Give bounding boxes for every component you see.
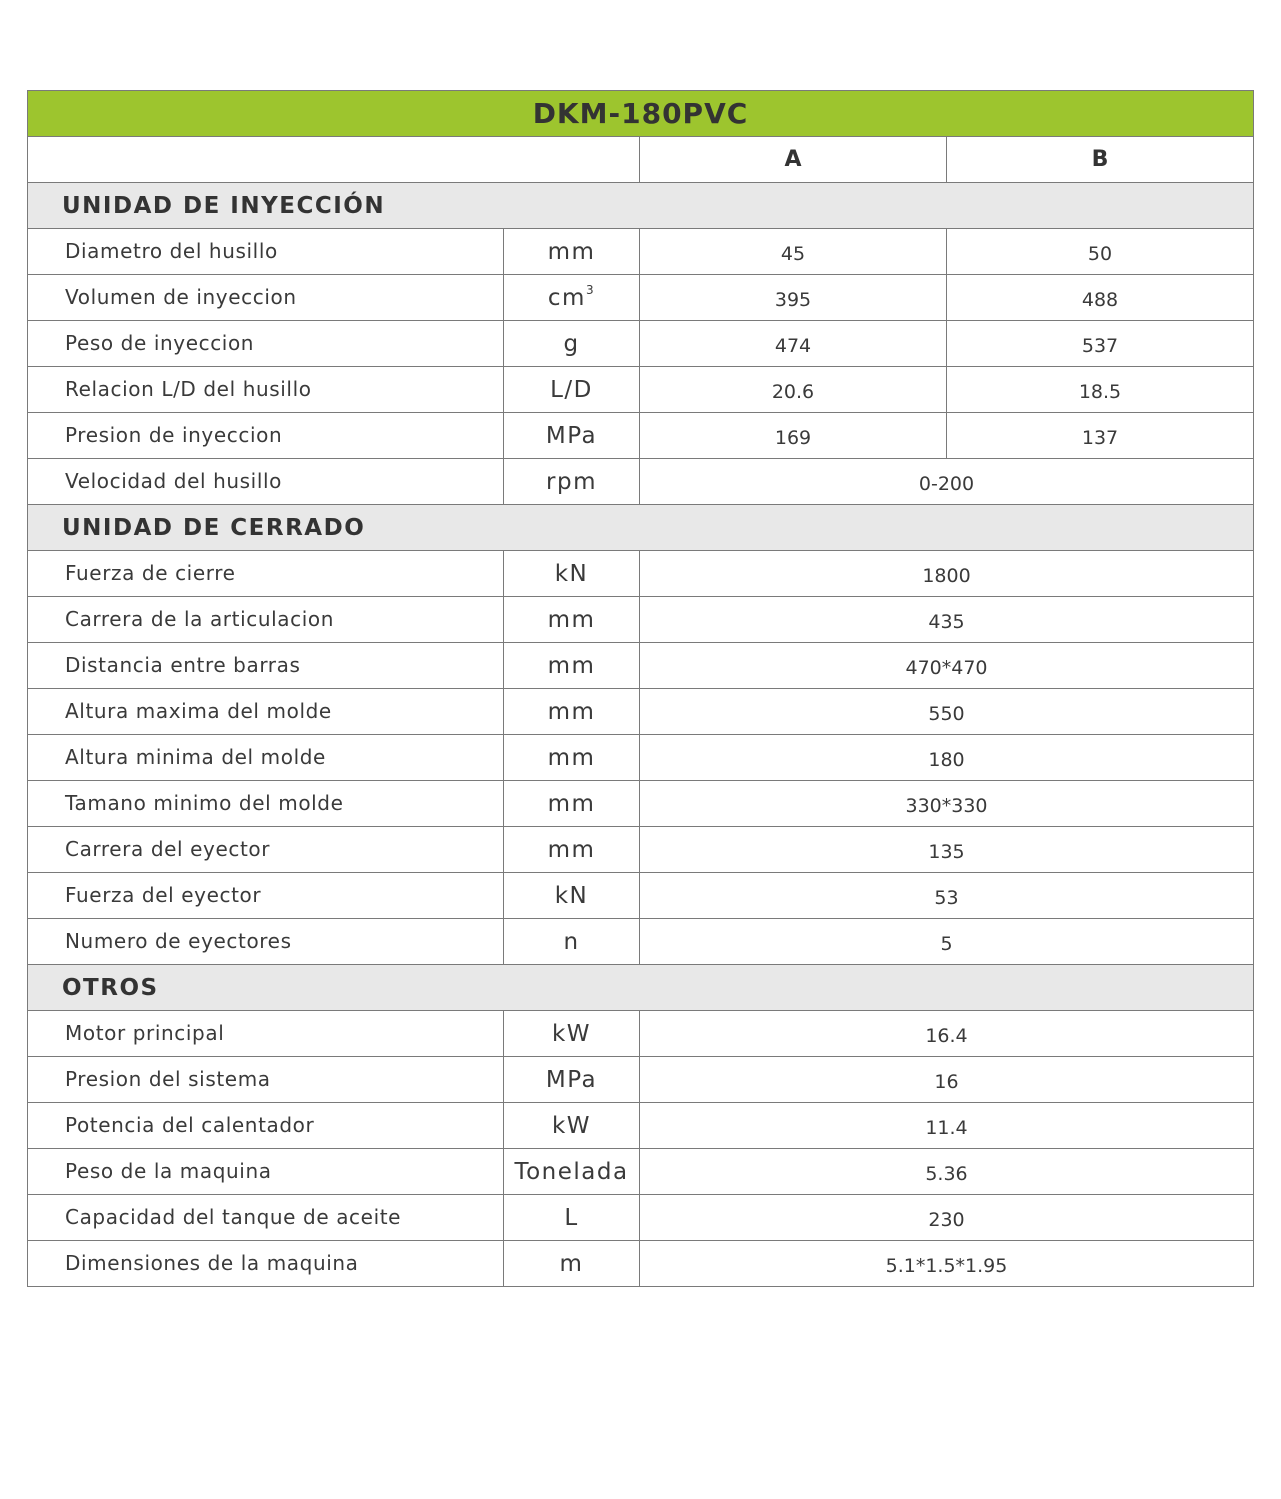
row-label: Peso de inyeccion xyxy=(28,321,504,367)
value-merged: 1800 xyxy=(640,551,1254,597)
value-merged: 5.1*1.5*1.95 xyxy=(640,1241,1254,1287)
value-merged: 180 xyxy=(640,735,1254,781)
table-row xyxy=(28,827,1254,873)
table-row xyxy=(28,275,1254,321)
section-header xyxy=(28,183,1254,229)
table-row xyxy=(28,781,1254,827)
section-title-others: OTROS xyxy=(28,965,1254,1011)
value-merged: 5.36 xyxy=(640,1149,1254,1195)
row-label: Carrera del eyector xyxy=(28,827,504,873)
table-row xyxy=(28,919,1254,965)
row-unit: mm xyxy=(504,781,640,827)
value-merged: 230 xyxy=(640,1195,1254,1241)
row-label: Diametro del husillo xyxy=(28,229,504,275)
column-b-header: B xyxy=(947,137,1254,183)
value-a: 45 xyxy=(640,229,947,275)
table-row xyxy=(28,321,1254,367)
value-a: 395 xyxy=(640,275,947,321)
value-merged: 5 xyxy=(640,919,1254,965)
table-row xyxy=(28,873,1254,919)
value-b: 137 xyxy=(947,413,1254,459)
value-merged: 16.4 xyxy=(640,1011,1254,1057)
model-title: DKM-180PVC xyxy=(28,91,1254,137)
row-label: Motor principal xyxy=(28,1011,504,1057)
row-label: Volumen de inyeccion xyxy=(28,275,504,321)
value-b: 50 xyxy=(947,229,1254,275)
row-label: Presion del sistema xyxy=(28,1057,504,1103)
row-unit: L/D xyxy=(504,367,640,413)
row-unit: mm xyxy=(504,229,640,275)
title-row xyxy=(28,91,1254,137)
row-unit: g xyxy=(504,321,640,367)
row-unit: Tonelada xyxy=(504,1149,640,1195)
table-row xyxy=(28,1241,1254,1287)
row-unit: kN xyxy=(504,873,640,919)
row-label: Numero de eyectores xyxy=(28,919,504,965)
table-row xyxy=(28,459,1254,505)
row-label: Presion de inyeccion xyxy=(28,413,504,459)
section-title-injection: UNIDAD DE INYECCIÓN xyxy=(28,183,1254,229)
table-row xyxy=(28,1011,1254,1057)
row-label: Dimensiones de la maquina xyxy=(28,1241,504,1287)
row-unit: rpm xyxy=(504,459,640,505)
value-b: 18.5 xyxy=(947,367,1254,413)
value-a: 169 xyxy=(640,413,947,459)
column-header-row xyxy=(28,137,1254,183)
row-unit: mm xyxy=(504,643,640,689)
value-merged: 135 xyxy=(640,827,1254,873)
row-unit: kW xyxy=(504,1011,640,1057)
value-a: 474 xyxy=(640,321,947,367)
table-row xyxy=(28,1149,1254,1195)
row-unit: MPa xyxy=(504,1057,640,1103)
row-label: Distancia entre barras xyxy=(28,643,504,689)
row-unit: n xyxy=(504,919,640,965)
value-merged: 53 xyxy=(640,873,1254,919)
row-unit: m xyxy=(504,1241,640,1287)
row-unit: mm xyxy=(504,597,640,643)
row-unit: L xyxy=(504,1195,640,1241)
row-label: Tamano minimo del molde xyxy=(28,781,504,827)
value-b: 488 xyxy=(947,275,1254,321)
table-row xyxy=(28,1057,1254,1103)
table-row xyxy=(28,597,1254,643)
value-a: 20.6 xyxy=(640,367,947,413)
section-header xyxy=(28,505,1254,551)
unit-text: cm xyxy=(547,284,586,311)
table-row xyxy=(28,1103,1254,1149)
value-merged: 550 xyxy=(640,689,1254,735)
row-label: Potencia del calentador xyxy=(28,1103,504,1149)
row-label: Carrera de la articulacion xyxy=(28,597,504,643)
row-unit: mm xyxy=(504,735,640,781)
section-header xyxy=(28,965,1254,1011)
row-unit: mm xyxy=(504,827,640,873)
row-label: Altura maxima del molde xyxy=(28,689,504,735)
table-row xyxy=(28,735,1254,781)
value-merged: 435 xyxy=(640,597,1254,643)
table-row xyxy=(28,1195,1254,1241)
table-row xyxy=(28,229,1254,275)
row-unit xyxy=(504,275,640,321)
section-title-clamping: UNIDAD DE CERRADO xyxy=(28,505,1254,551)
row-label: Peso de la maquina xyxy=(28,1149,504,1195)
row-label: Fuerza del eyector xyxy=(28,873,504,919)
value-merged: 11.4 xyxy=(640,1103,1254,1149)
table-row xyxy=(28,367,1254,413)
row-unit: kN xyxy=(504,551,640,597)
value-merged: 330*330 xyxy=(640,781,1254,827)
table-row xyxy=(28,413,1254,459)
row-label: Relacion L/D del husillo xyxy=(28,367,504,413)
value-merged: 470*470 xyxy=(640,643,1254,689)
value-merged: 0-200 xyxy=(640,459,1254,505)
table-row xyxy=(28,643,1254,689)
row-label: Capacidad del tanque de aceite xyxy=(28,1195,504,1241)
row-unit: kW xyxy=(504,1103,640,1149)
value-merged: 16 xyxy=(640,1057,1254,1103)
header-blank xyxy=(28,137,640,183)
spec-table xyxy=(27,90,1254,1287)
table-row xyxy=(28,551,1254,597)
row-label: Altura minima del molde xyxy=(28,735,504,781)
unit-superscript: 3 xyxy=(585,282,596,297)
column-a-header: A xyxy=(640,137,947,183)
value-b: 537 xyxy=(947,321,1254,367)
row-unit: mm xyxy=(504,689,640,735)
row-unit: MPa xyxy=(504,413,640,459)
row-label: Velocidad del husillo xyxy=(28,459,504,505)
table-row xyxy=(28,689,1254,735)
row-label: Fuerza de cierre xyxy=(28,551,504,597)
